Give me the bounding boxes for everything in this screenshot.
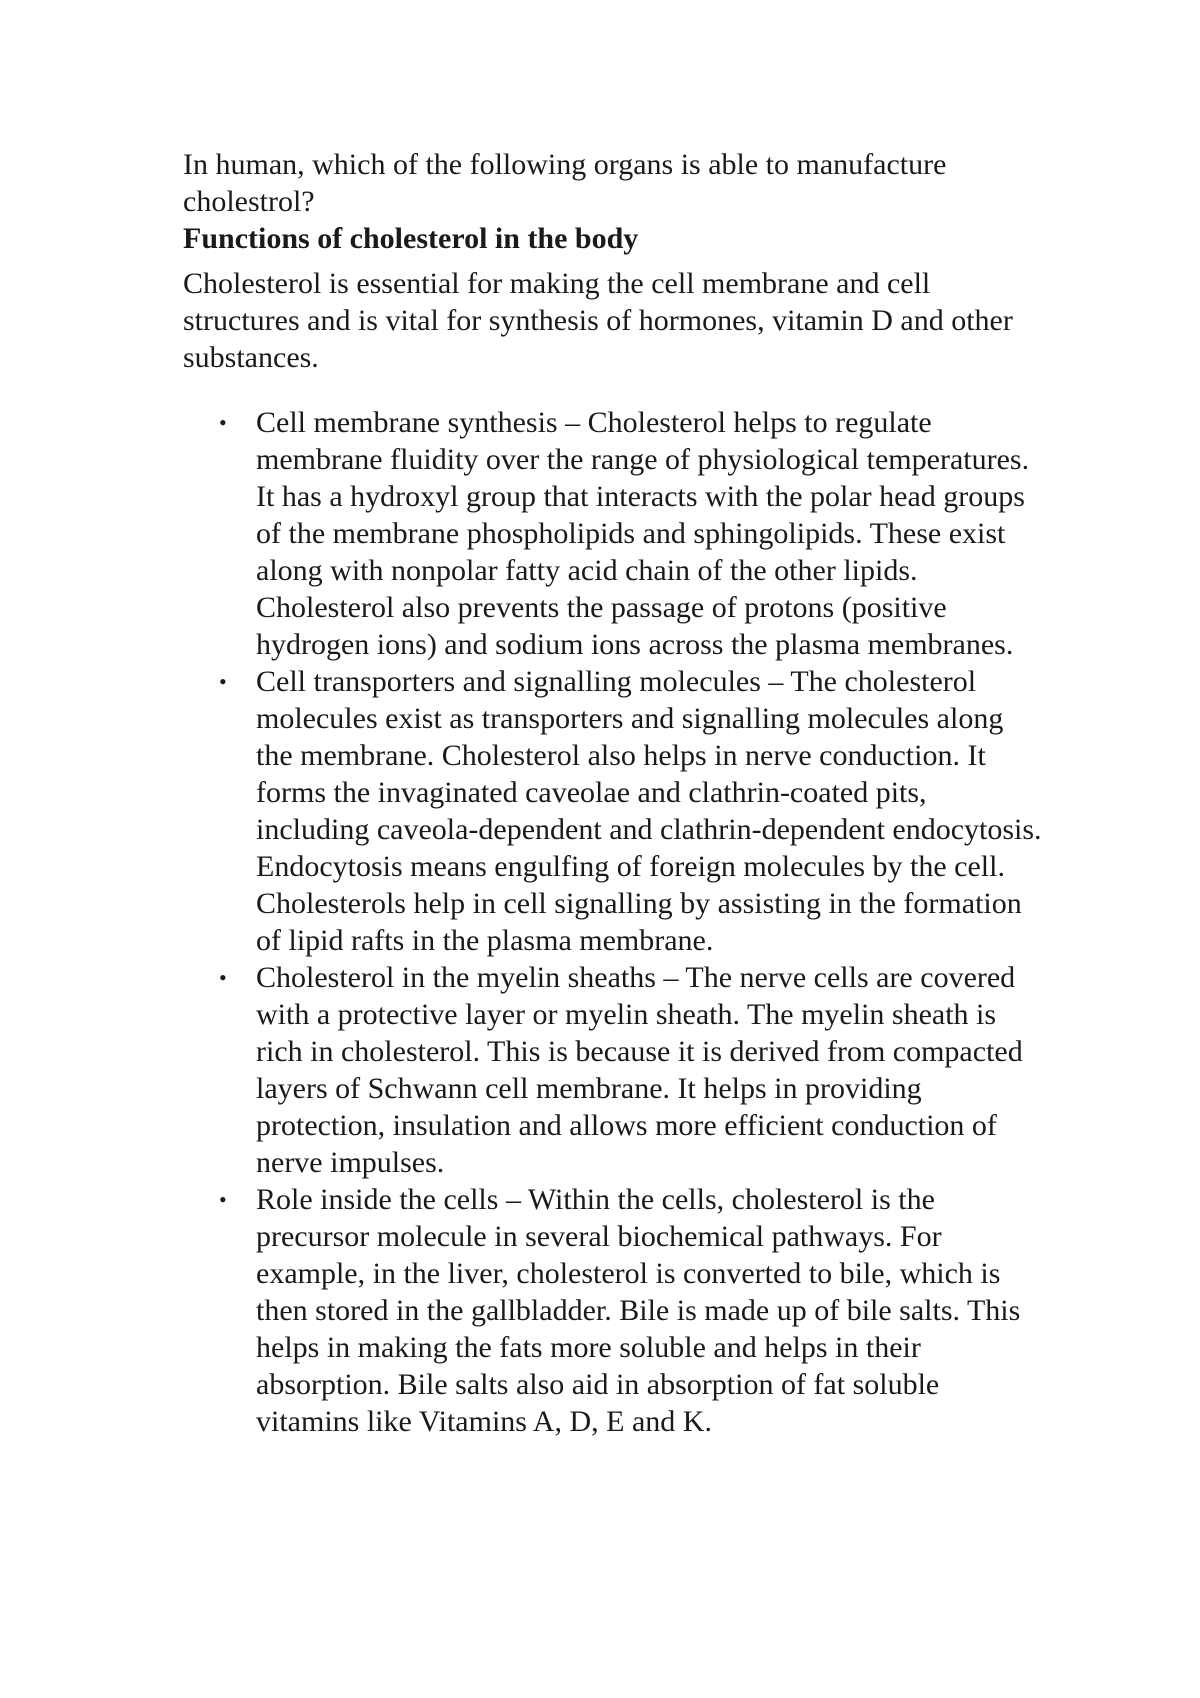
question-text: In human, which of the following organs is able to manufacture cholestrol? [183,148,947,218]
list-item [183,404,1043,663]
list-item [183,959,1043,1181]
section-heading: Functions of cholesterol in the body [183,222,639,255]
list-item-text: Role inside the cells – Within the cells, cholesterol is the precursor molecule in several biochemical pathways. For example, in the liver, cholesterol is converted to bile, which is then stored in the gallbladder. Bile is made up of bile salts. This helps in making the fats more soluble and helps in their absorption. Bile salts also aid in absorption of fat soluble vitamins like Vitamins A, D, E and K. [256,1183,1021,1438]
list-item [183,1181,1043,1440]
list-item-text: Cell membrane synthesis – Cholesterol helps to regulate membrane fluidity over the range of physiological temperatures. It has a hydroxyl group that interacts with the polar head groups of the membrane phospholipids and sphingolipids. These exist along with nonpolar fatty acid chain of the other lipids. Cholesterol also prevents the passage of protons (positive hydrogen ions) and sodium ions across the plasma membranes. [256,406,1030,661]
intro-paragraph: Cholesterol is essential for making the cell membrane and cell structures and is vital for synthesis of hormones, vitamin D and other substances. [183,267,1013,374]
bullet-icon: • [219,1187,227,1212]
list-item [183,663,1043,959]
bullet-icon: • [219,669,227,694]
functions-list [183,404,1043,1440]
list-item-text: Cell transporters and signalling molecules – The cholesterol molecules exist as transporters and signalling molecules along the membrane. Cholesterol also helps in nerve conduction. It forms the invaginated caveolae and clathrin-coated pits, including caveola-dependent and clathrin-dependent endocytosis. Endocytosis means engulfing of foreign molecules by the cell. Cholesterols help in cell signalling by assisting in the formation of lipid rafts in the plasma membrane. [256,665,1042,957]
document-page [183,146,1043,1440]
bullet-icon: • [219,410,227,435]
list-item-text: Cholesterol in the myelin sheaths – The nerve cells are covered with a protective layer or myelin sheath. The myelin sheath is rich in cholesterol. This is because it is derived from compacted layers of Schwann cell membrane. It helps in providing protection, insulation and allows more efficient conduction of nerve impulses. [256,961,1023,1179]
bullet-icon: • [219,965,227,990]
